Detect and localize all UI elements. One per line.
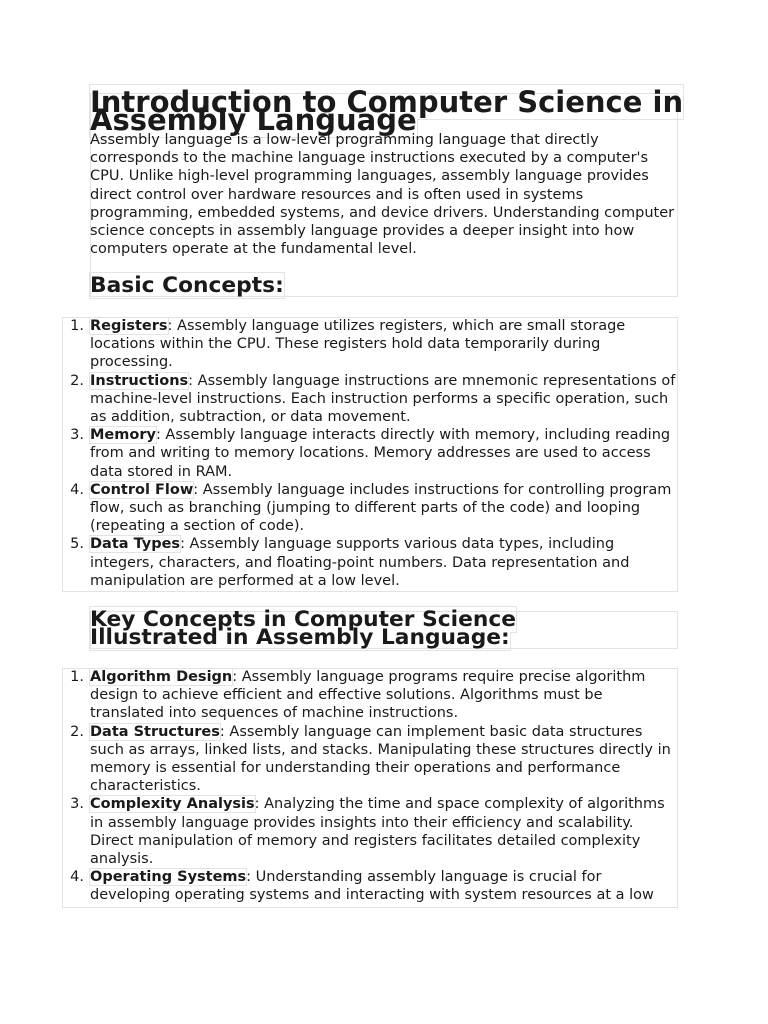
list-item	[62, 723, 678, 796]
list-item-text: : Assembly language includes instructions for controlling program flow, such as branching (jumping to different parts of the code) and looping (repeating a section of code).	[90, 481, 672, 535]
list-item	[62, 535, 678, 590]
list-item-text: : Assembly language instructions are mnemonic representations of machine-level instructions. Each instruction performs a specific operation, such as addition, subtraction, or data movement.	[90, 372, 676, 426]
list-item-text: : Assembly language can implement basic data structures such as arrays, linked lists, and stacks. Manipulating these structures directly in memory is essential for understanding their operations and performance characteristics.	[90, 723, 671, 795]
list-item-term: Memory	[90, 427, 156, 444]
basic-concepts-heading-text: Basic Concepts:	[90, 273, 284, 298]
list-item	[62, 481, 678, 536]
list-item-number: 4.	[70, 869, 84, 886]
key-concepts-list	[62, 668, 678, 906]
key-concepts-heading-text: Key Concepts in Computer Science Illustrated in Assembly Language:	[90, 607, 516, 651]
list-item-text: : Assembly language programs require precise algorithm design to achieve efficient and effective solutions. Algorithms must be translated into sequences of machine instructions.	[90, 669, 646, 722]
basic-concepts-list	[62, 317, 678, 590]
list-item	[62, 372, 678, 427]
key-concepts-heading	[90, 607, 600, 651]
list-item-number: 4.	[70, 481, 84, 498]
list-item-term: Control Flow	[90, 481, 194, 498]
list-item-number: 3.	[70, 796, 84, 813]
document-title-text: Introduction to Computer Science in Assembly Language	[90, 85, 684, 138]
list-item-term: Complexity Analysis	[90, 796, 255, 813]
list-item-number: 1.	[70, 318, 84, 334]
list-item-number: 2.	[70, 723, 84, 740]
list-item-term: Data Types	[90, 536, 181, 553]
basic-concepts-heading	[90, 273, 284, 298]
list-item-term: Operating Systems	[90, 869, 247, 886]
list-item	[62, 426, 678, 481]
list-item-term: Instructions	[90, 372, 189, 389]
document-title	[90, 85, 768, 138]
list-item-term: Registers	[90, 318, 168, 334]
list-item-number: 3.	[70, 427, 84, 444]
list-item-text: : Understanding assembly language is crucial for developing operating systems and interacting with system resources at a low	[90, 869, 654, 904]
list-item-text: : Assembly language utilizes registers, which are small storage locations within the CPU. These registers hold data temporarily during processing.	[90, 318, 626, 371]
list-item-number: 5.	[70, 536, 84, 553]
list-item-text: : Assembly language supports various data types, including integers, characters, and floating-point numbers. Data representation and manipulation are performed at a low level.	[90, 536, 630, 589]
list-item	[62, 317, 678, 372]
list-item-number: 2.	[70, 372, 84, 389]
list-item-text: : Analyzing the time and space complexity of algorithms in assembly language provides insights into their efficiency and scalability. Direct manipulation of memory and registers facilitates detailed complexity analysis.	[90, 796, 665, 868]
list-item	[62, 795, 678, 868]
list-item	[62, 868, 678, 904]
list-item-text: : Assembly language interacts directly with memory, including reading from and writing to memory locations. Memory addresses are used to access data stored in RAM.	[90, 427, 671, 480]
list-item-term: Algorithm Design	[90, 669, 233, 685]
list-item-number: 1.	[70, 669, 84, 685]
list-item-term: Data Structures	[90, 723, 220, 740]
list-item	[62, 668, 678, 723]
intro-paragraph: Assembly language is a low-level programming language that directly corresponds to the machine language instructions executed by a computer's CPU. Unlike high-level programming languages, assembly language provides direct control over hardware resources and is often used in systems programming, embedded systems, and device drivers. Understanding computer science concepts in assembly language provides a deeper insight into how computers operate at the fundamental level.	[90, 132, 675, 258]
